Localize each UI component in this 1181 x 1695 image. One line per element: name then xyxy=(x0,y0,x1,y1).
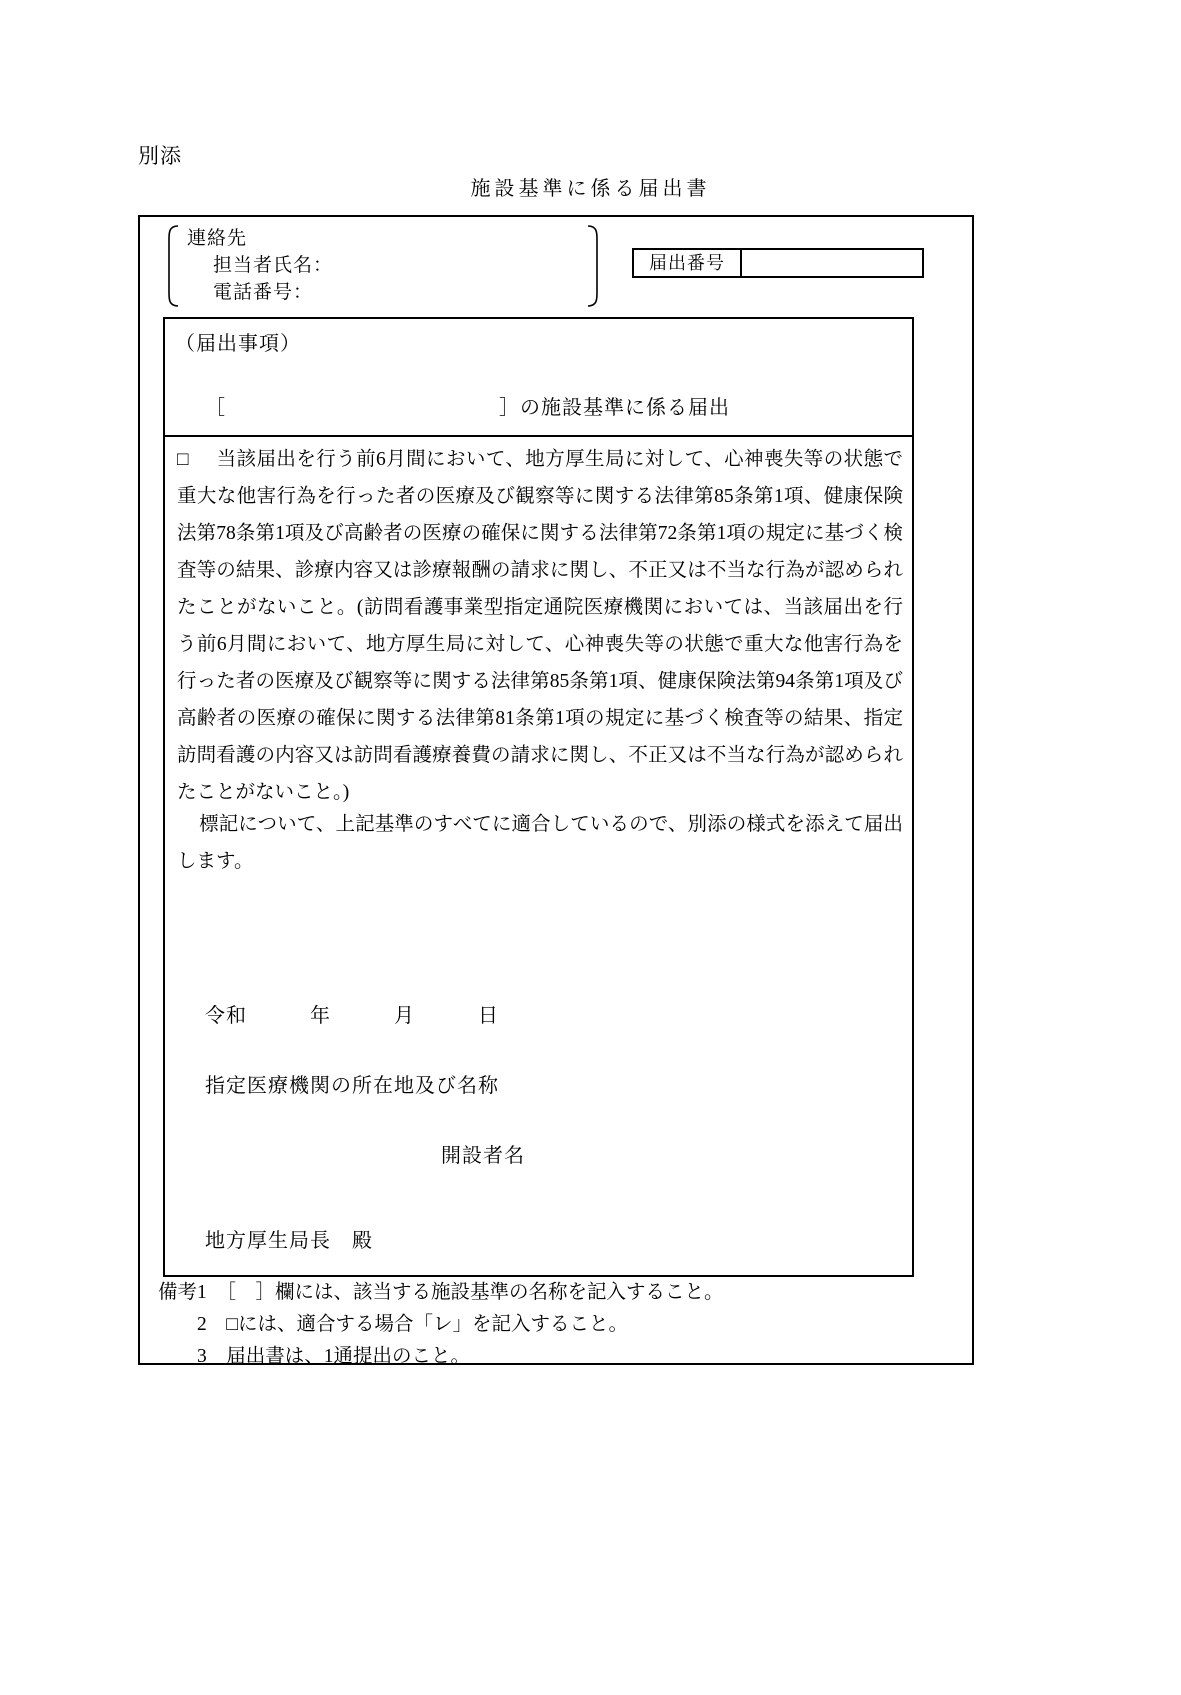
date-field[interactable]: 令和 年 月 日 xyxy=(205,1005,499,1027)
notification-number-box xyxy=(632,248,924,278)
remarks-item-3: 3 届出書は、1通提出のこと。 xyxy=(158,1346,471,1367)
remarks-item-1: 備考1 ［ ］欄には、該当する施設基準の名称を記入すること。 xyxy=(158,1282,724,1303)
notification-number-label: 届出番号 xyxy=(634,250,742,276)
page-title: 施設基準に係る届出書 xyxy=(470,178,711,200)
statement-paragraph xyxy=(177,806,903,880)
contact-lines xyxy=(187,225,333,306)
attachment-label: 別添 xyxy=(138,144,182,168)
notification-number-input[interactable] xyxy=(742,250,922,276)
subject-line-row xyxy=(165,391,912,437)
subject-bracket-field[interactable]: ［ ］の施設基準に係る届出 xyxy=(205,397,730,419)
section-label-notification-items: （届出事項） xyxy=(175,333,301,355)
addressee-label: 地方厚生局長 殿 xyxy=(205,1230,373,1252)
brace-right-icon xyxy=(587,225,605,307)
contact-heading: 連絡先 xyxy=(187,228,248,249)
remarks-section xyxy=(158,1277,958,1373)
contact-phone-field[interactable]: 電話番号： xyxy=(213,282,314,303)
criteria-paragraph-text: 当該届出を行う前6月間において、地方厚生局に対して、心神喪失等の状態で重大な他害行為を行った者の医療及び観察等に関する法律第85条第1項、健康保険法第78条第1項及び高齢者の医療の確保に関する法律第72条第1項の規定に基づく検査等の結果、診療内容又は診療報酬の請求に関し、不正又は不当な行為が認められたことがないこと。(訪問看護事業型指定通院医療機関においては、当該届出を行う前6月間において、地方厚生局に対して、心神喪失等の状態で重大な他害行為を行った者の医療及び観察等に関する法律第85条第1項、健康保険法第94条第1項及び高齢者の医療の確保に関する法律第81条第1項の規定に基づく検査等の結果、指定訪問看護の内容又は訪問看護療養費の請求に関し、不正又は不当な行為が認められたことがないこと。) xyxy=(177,449,903,803)
criteria-paragraph xyxy=(177,441,903,811)
statement-paragraph-text: 標記について、上記基準のすべてに適合しているので、別添の様式を添えて届出します。 xyxy=(177,814,903,872)
institution-address-name-field[interactable]: 指定医療機関の所在地及び名称 xyxy=(205,1075,499,1097)
contact-person-field[interactable]: 担当者氏名： xyxy=(213,255,334,276)
contact-block xyxy=(155,225,605,307)
founder-name-field[interactable]: 開設者名 xyxy=(441,1145,525,1167)
criteria-checkbox[interactable]: □ xyxy=(177,449,189,470)
remarks-item-2: 2 □には、適合する場合「レ」を記入すること。 xyxy=(158,1314,629,1335)
form-body-box xyxy=(163,317,914,1277)
subject-divider xyxy=(165,435,912,437)
brace-left-icon xyxy=(161,225,179,307)
